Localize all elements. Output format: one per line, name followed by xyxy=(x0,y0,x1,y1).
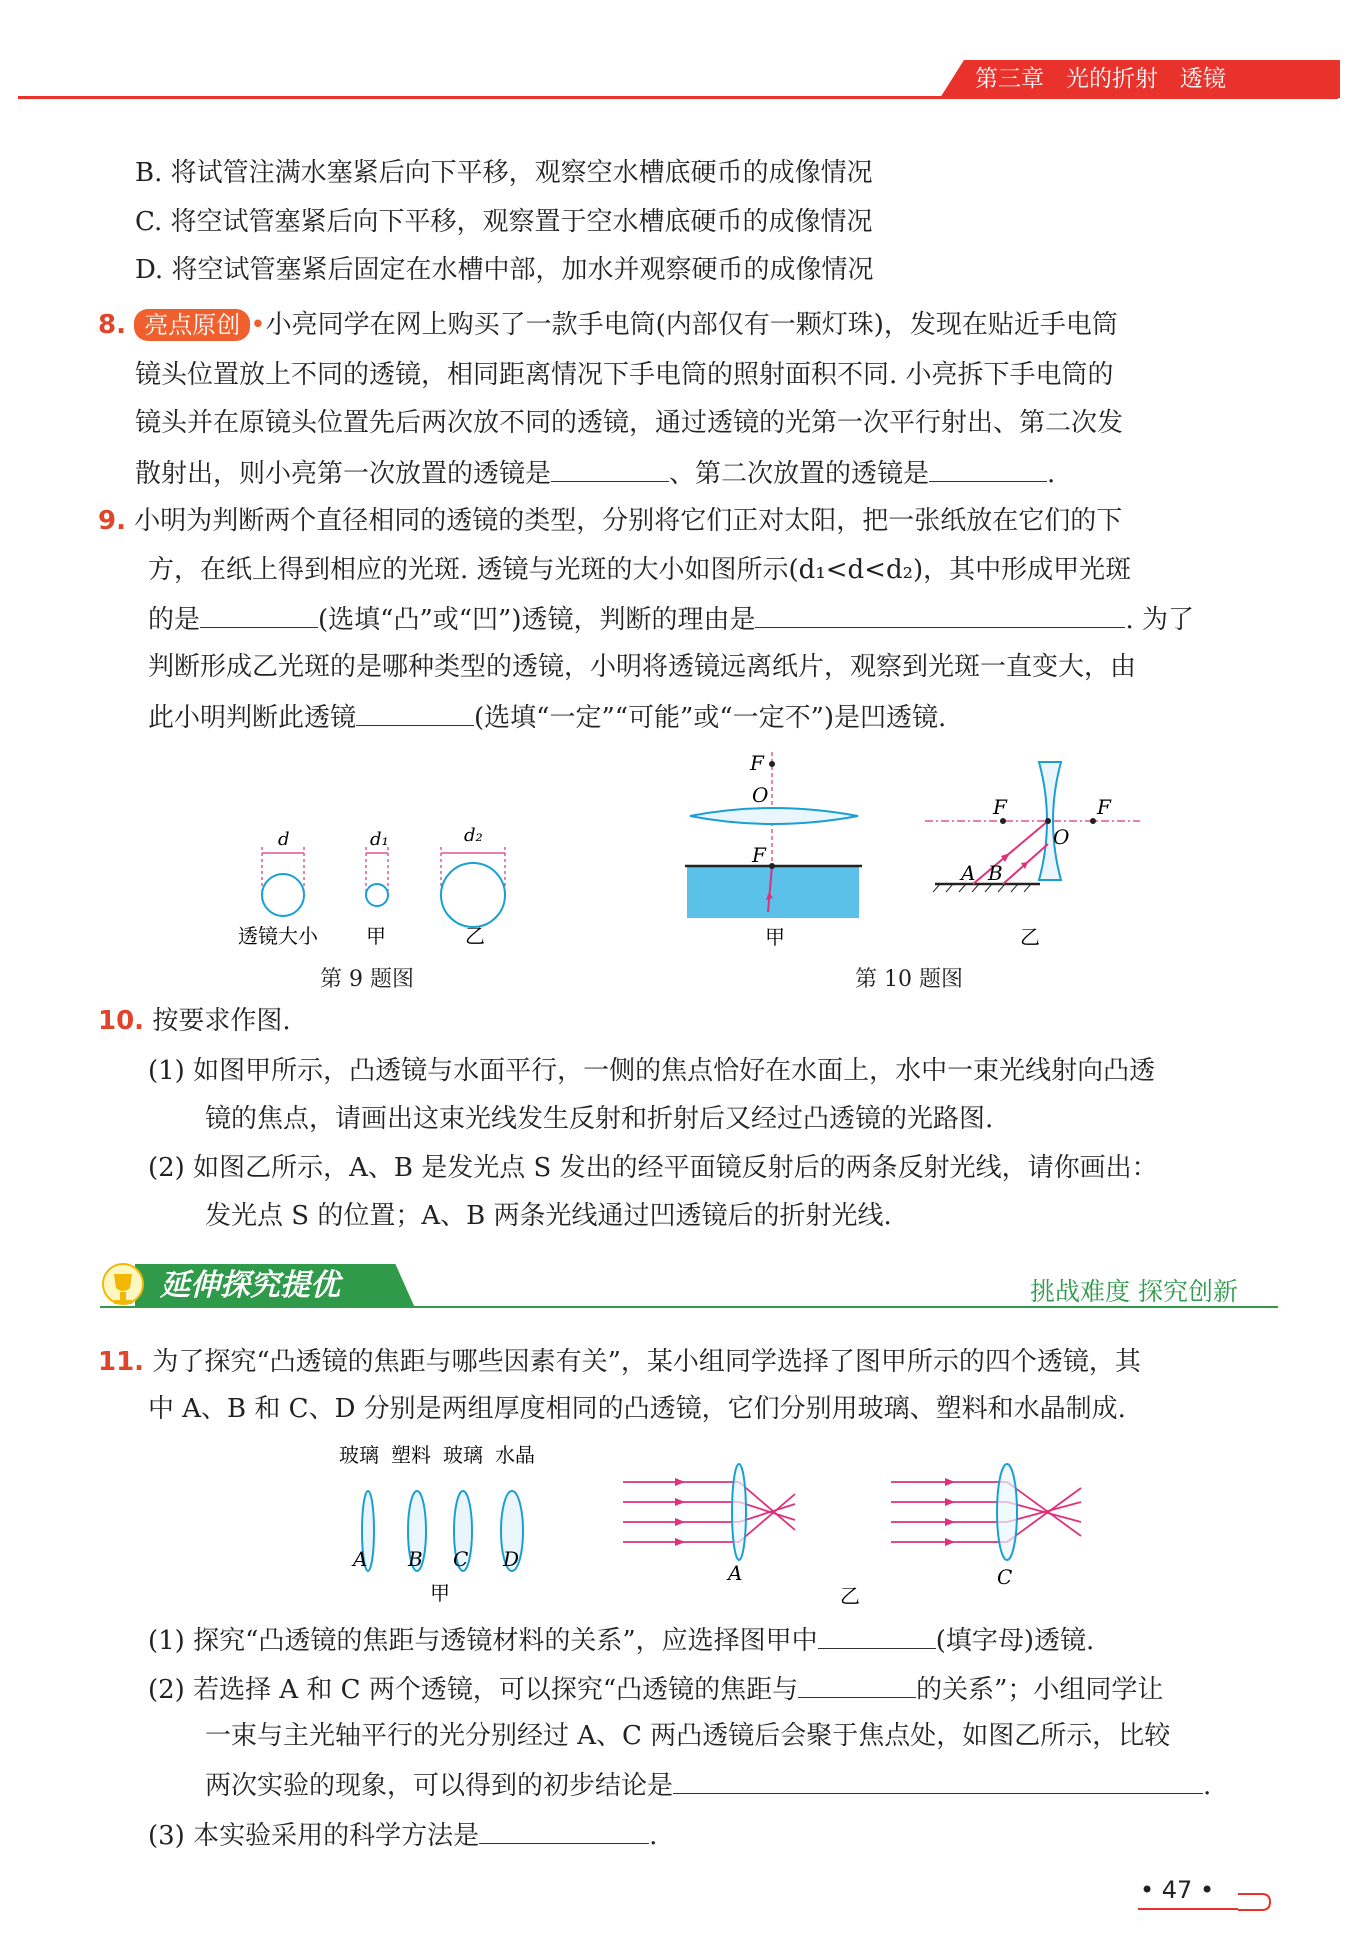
convex-lens xyxy=(690,808,858,824)
fig10-jia-F1: F xyxy=(750,752,764,775)
figure-10-jia xyxy=(680,752,870,952)
q10-number: 10. xyxy=(98,1006,145,1036)
fig10-yi-A: A xyxy=(961,861,976,885)
q9-number: 9. xyxy=(98,506,126,536)
page-number: • 47 • xyxy=(1140,1876,1215,1904)
lens-c-beam xyxy=(997,1464,1017,1560)
fig9-jia: 甲 xyxy=(366,924,386,948)
fig9-d2: d₂ xyxy=(464,825,483,846)
header-section: 光的折射 xyxy=(1065,66,1158,92)
fig10-yi-F2: F xyxy=(1097,795,1111,819)
option-d: D. 将空试管塞紧后固定在水槽中部，加水并观察硬币的成像情况 xyxy=(135,255,874,285)
q11-blank2[interactable] xyxy=(798,1671,916,1698)
q9-text5a: 此小明判断此透镜 xyxy=(148,703,357,733)
q8-number: 8. xyxy=(98,310,126,340)
q9-text5b: (选填“一定”“可能”或“一定不”)是凹透镜. xyxy=(474,703,947,733)
q11-text1: 为了探究“凸透镜的焦距与哪些因素有关”，某小组同学选择了图甲所示的四个透镜，其 xyxy=(152,1347,1141,1377)
header-topic: 透镜 xyxy=(1179,66,1226,92)
figure-9 xyxy=(220,815,540,965)
q9-text1: 小明为判断两个直径相同的透镜的类型，分别将它们正对太阳，把一张纸放在它们的下 xyxy=(134,506,1123,536)
letter-a: A xyxy=(353,1547,368,1571)
q9-blank3[interactable] xyxy=(356,699,474,726)
q10-p1b: 镜的焦点，请画出这束光线发生反射和折射后又经过凸透镜的光路图. xyxy=(205,1104,994,1134)
q10-p1a: (1) 如图甲所示，凸透镜与水面平行，一侧的焦点恰好在水面上，水中一束光线射向凸透 xyxy=(148,1056,1156,1086)
header-chapter: 第三章 xyxy=(975,66,1044,92)
material-4: 水晶 xyxy=(495,1443,535,1467)
q9-blank1[interactable] xyxy=(200,601,318,628)
fig9-caption: 第 9 题图 xyxy=(320,967,414,992)
fig10-caption: 第 10 题图 xyxy=(855,967,963,992)
material-3: 玻璃 xyxy=(443,1443,483,1467)
q11-s2 xyxy=(148,1671,1163,1707)
q8-line1: 8. 亮点原创 •小亮同学在网上购买了一款手电筒(内部仅有一颗灯珠)，发现在贴近手电筒 xyxy=(98,310,1118,340)
material-1: 玻璃 xyxy=(339,1443,379,1467)
q9-text3b: (选填“凸”或“凹”)透镜，判断的理由是 xyxy=(318,605,756,635)
figure-10-yi xyxy=(915,752,1145,952)
q11-blank1[interactable] xyxy=(818,1622,936,1649)
fig10-jia-F2: F xyxy=(752,843,766,867)
q9-line5 xyxy=(148,699,946,735)
fig10-yi-F1: F xyxy=(993,795,1007,819)
q8-text4c: . xyxy=(1047,459,1056,489)
q11-s1b: (填字母)透镜. xyxy=(935,1626,1095,1656)
fig9-yi: 乙 xyxy=(465,924,485,948)
q8-text4a: 散射出，则小亮第一次放置的透镜是 xyxy=(135,459,552,489)
q9-line4: 判断形成乙光斑的是哪种类型的透镜，小明将透镜远离纸片，观察到光斑一直变大，由 xyxy=(148,652,1137,682)
q11-s1 xyxy=(148,1622,1094,1658)
q11-blank4[interactable] xyxy=(479,1817,649,1844)
q8-blank2[interactable] xyxy=(929,455,1047,482)
q8-blank1[interactable] xyxy=(551,455,669,482)
fig11-jia: 甲 xyxy=(430,1581,450,1605)
fig11-yi: 乙 xyxy=(840,1584,860,1608)
fig10-yi-label: 乙 xyxy=(1020,925,1040,949)
q10-line1 xyxy=(98,1004,291,1038)
lens-size-circle xyxy=(262,874,304,916)
q10-p2a: (2) 如图乙所示，A、B 是发光点 S 发出的经平面镜反射后的两条反射光线，请你画出： xyxy=(148,1153,1158,1183)
letter-c: C xyxy=(453,1547,469,1571)
q11-s2c: 一束与主光轴平行的光分别经过 A、C 两凸透镜后会聚于焦点处，如图乙所示，比较 xyxy=(205,1721,1171,1751)
fig10-jia-O: O xyxy=(752,783,769,807)
q8-badge: 亮点原创 xyxy=(134,309,250,341)
fig9-d1: d₁ xyxy=(370,829,389,850)
q11-s3 xyxy=(148,1817,657,1853)
header-title xyxy=(975,63,1226,95)
q8-text1: 小亮同学在网上购买了一款手电筒(内部仅有一颗灯珠)，发现在贴近手电筒 xyxy=(265,310,1118,340)
q9-line3 xyxy=(148,601,1194,637)
fig9-d: d xyxy=(278,829,290,850)
q11-s2d: 两次实验的现象，可以得到的初步结论是 xyxy=(205,1771,674,1801)
letter-d: D xyxy=(503,1547,520,1571)
q11-s3b: . xyxy=(649,1821,658,1851)
fig10-jia-label: 甲 xyxy=(765,925,785,949)
q11-number: 11. xyxy=(98,1347,145,1377)
beam-a-label: A xyxy=(728,1561,743,1585)
q8-line2: 镜头位置放上不同的透镜，相同距离情况下手电筒的照射面积不同. 小亮拆下手电筒的 xyxy=(135,360,1114,390)
q9-text3c: . 为了 xyxy=(1125,605,1195,635)
page-number-underline xyxy=(1138,1908,1238,1910)
q10-p2b: 发光点 S 的位置；A、B 两条光线通过凹透镜后的折射光线. xyxy=(205,1201,892,1231)
q8-line3: 镜头并在原镜头位置先后两次放不同的透镜，通过透镜的光第一次平行射出、第二次发 xyxy=(135,408,1124,438)
q11-s2e: . xyxy=(1203,1771,1212,1801)
figure-11-jia xyxy=(335,1436,565,1611)
ray-a xyxy=(973,821,1048,884)
q11-s1a: (1) 探究“凸透镜的焦距与透镜材料的关系”，应选择图甲中 xyxy=(148,1626,818,1656)
q10-title: 按要求作图. xyxy=(152,1006,291,1036)
q9-line2: 方，在纸上得到相应的光斑. 透镜与光斑的大小如图所示(d₁<d<d₂)，其中形成甲光斑 xyxy=(148,555,1132,585)
spot-jia-circle xyxy=(366,884,388,906)
q8-text4b: 、第二次放置的透镜是 xyxy=(669,459,930,489)
page-corner-icon xyxy=(1236,1890,1276,1914)
fig10-yi-B: B xyxy=(988,861,1003,885)
q9-line1 xyxy=(98,504,1122,538)
beam-c-label: C xyxy=(997,1565,1013,1589)
option-c: C. 将空试管塞紧后向下平移，观察置于空水槽底硬币的成像情况 xyxy=(135,207,873,237)
letter-b: B xyxy=(408,1547,423,1571)
q11-line2: 中 A、B 和 C、D 分别是两组厚度相同的凸透镜，它们分别用玻璃、塑料和水晶制成. xyxy=(148,1394,1126,1424)
q11-blank3[interactable] xyxy=(673,1767,1203,1794)
q11-s2a: (2) 若选择 A 和 C 两个透镜，可以探究“凸透镜的焦距与 xyxy=(148,1675,799,1705)
figure-11-yi xyxy=(615,1450,1090,1610)
lens-a-beam xyxy=(732,1464,746,1560)
fig9-lens-label: 透镜大小 xyxy=(238,924,318,948)
q11-line1 xyxy=(98,1345,1141,1379)
section-title: 延伸探究提优 xyxy=(160,1268,340,1303)
material-2: 塑料 xyxy=(391,1443,431,1467)
q11-s2b: 的关系”；小组同学让 xyxy=(916,1675,1164,1705)
fig10-yi-O: O xyxy=(1053,825,1070,849)
q9-blank2[interactable] xyxy=(755,601,1125,628)
spot-yi-circle xyxy=(441,863,505,927)
section-subtitle: 挑战难度 探究创新 xyxy=(1030,1277,1238,1306)
q11-s2d-line xyxy=(205,1767,1211,1803)
q8-line4 xyxy=(135,455,1055,491)
water-area xyxy=(687,866,859,918)
q11-s3a: (3) 本实验采用的科学方法是 xyxy=(148,1821,480,1851)
q9-text3a: 的是 xyxy=(148,605,201,635)
trophy-icon xyxy=(98,1262,148,1312)
option-b: B. 将试管注满水塞紧后向下平移，观察空水槽底硬币的成像情况 xyxy=(135,158,873,188)
